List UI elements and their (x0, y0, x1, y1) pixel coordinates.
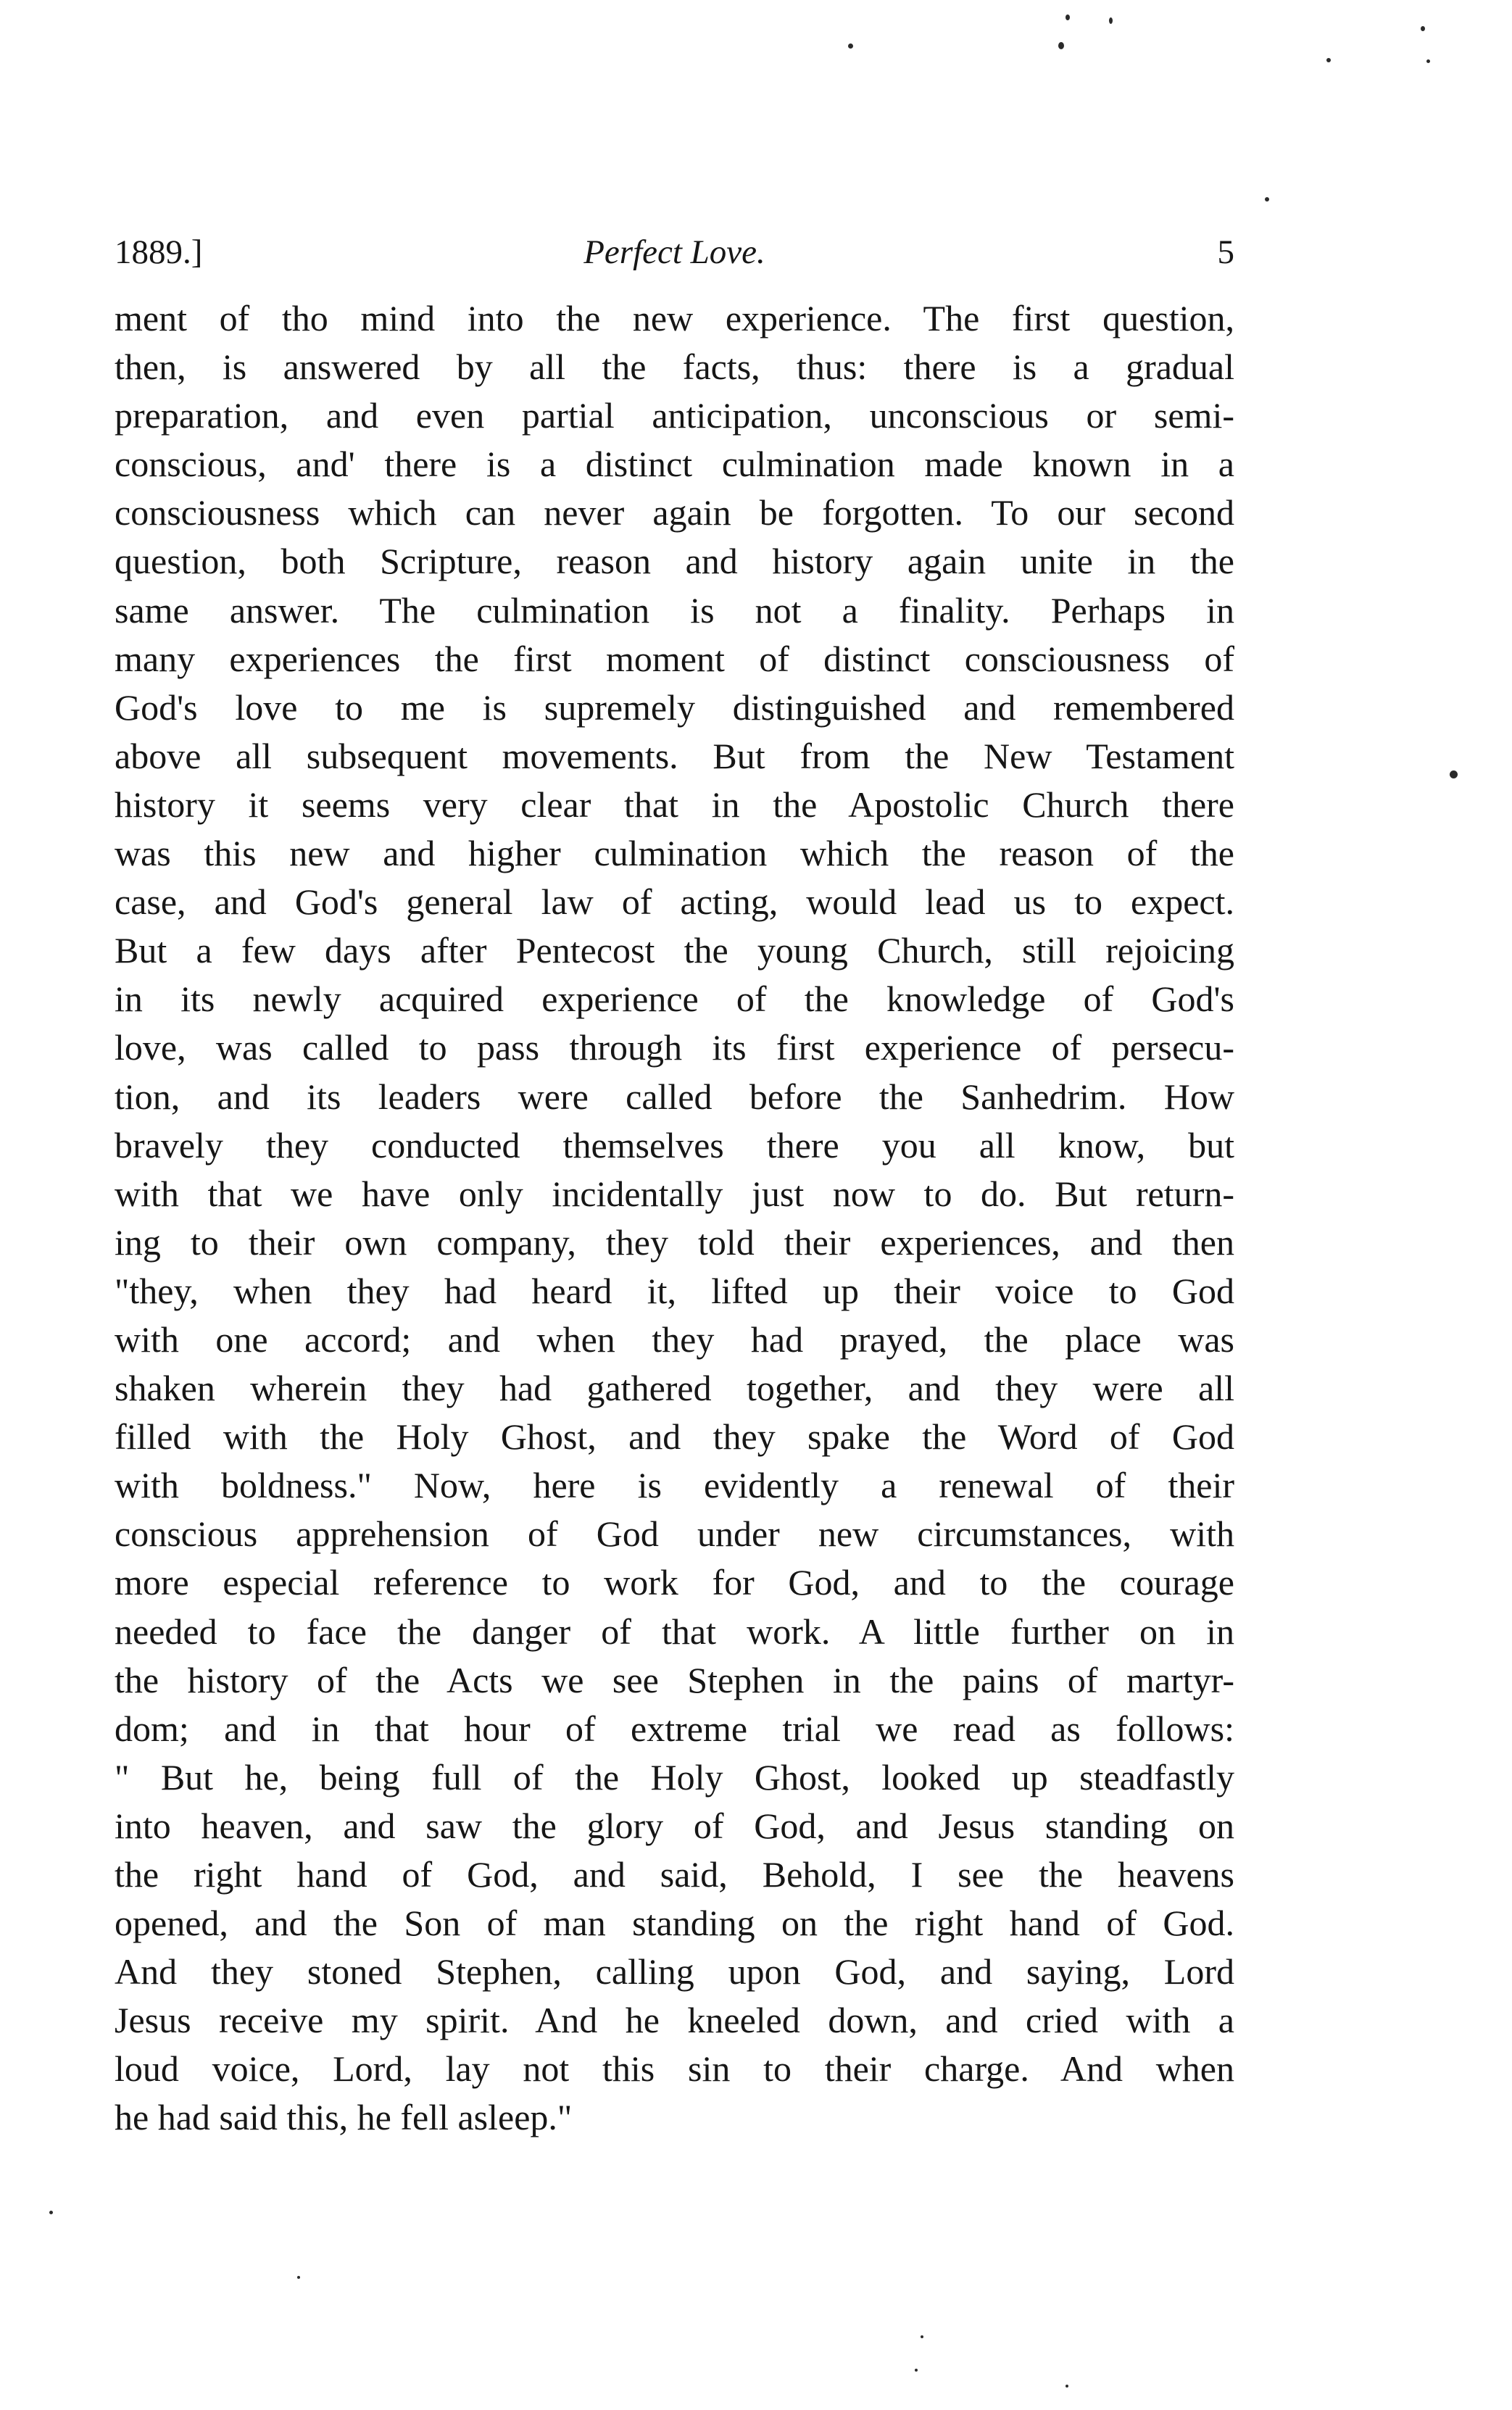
text-line: more especial reference to work for God, and to the courage (115, 1562, 1234, 1603)
scan-speck (921, 2335, 923, 2338)
scan-speck (1265, 197, 1269, 201)
text-line: with boldness." Now, here is evidently a renewal of their (115, 1465, 1234, 1506)
scan-speck (1426, 59, 1430, 63)
text-line: shaken wherein they had gathered together, and they were all (115, 1368, 1234, 1409)
text-line: into heaven, and saw the glory of God, and Jesus standing on (115, 1805, 1234, 1846)
body-text (115, 294, 1234, 2143)
text-line: "they, when they had heard it, lifted up their voice to God (115, 1270, 1234, 1311)
text-line: with one accord; and when they had prayed, the place was (115, 1318, 1234, 1360)
running-head-title: Perfect Love. (583, 233, 765, 271)
text-line: the right hand of God, and said, Behold, I see the heavens (115, 1854, 1234, 1895)
scan-speck (297, 2276, 300, 2279)
text-line: opened, and the Son of man standing on the right hand of God. (115, 1903, 1234, 1944)
text-line: dom; and in that hour of extreme trial we read as follows: (115, 1708, 1234, 1749)
text-line: consciousness which can never again be forgotten. To our second (115, 492, 1234, 533)
text-line: with that we have only incidentally just now to do. But return- (115, 1173, 1234, 1214)
text-line: preparation, and even partial anticipation, unconscious or semi- (115, 395, 1234, 436)
scan-speck (848, 43, 853, 49)
text-line: God's love to me is supremely distinguished and remembered (115, 686, 1234, 728)
running-head (115, 230, 1234, 274)
text-line: conscious apprehension of God under new circumstances, with (115, 1513, 1234, 1555)
scan-speck (1109, 17, 1113, 24)
scan-speck (1058, 42, 1064, 49)
text-line: Jesus receive my spirit. And he kneeled down, and cried with a (115, 2000, 1234, 2041)
text-line: ing to their own company, they told their experiences, and then (115, 1221, 1234, 1263)
text-line: many experiences the first moment of distinct consciousness of (115, 638, 1234, 679)
running-head-year: 1889.] (115, 233, 203, 271)
scan-speck (915, 2369, 918, 2372)
text-line: loud voice, Lord, lay not this sin to their charge. And when (115, 2048, 1234, 2090)
text-line: filled with the Holy Ghost, and they spake the Word of God (115, 1416, 1234, 1458)
text-line: in its newly acquired experience of the knowledge of God's (115, 978, 1234, 1020)
scan-speck (1326, 58, 1331, 62)
text-line: above all subsequent movements. But from the New Testament (115, 735, 1234, 776)
text-line: " But he, being full of the Holy Ghost, looked up steadfastly (115, 1756, 1234, 1798)
scan-speck (1066, 14, 1070, 20)
page-number: 5 (1217, 233, 1234, 271)
scan-speck (1450, 770, 1458, 778)
text-line: tion, and its leaders were called before the Sanhedrim. How (115, 1076, 1234, 1117)
scan-speck (49, 2211, 53, 2214)
scan-speck (1066, 2385, 1068, 2388)
text-line: was this new and higher culmination which the reason of the (115, 833, 1234, 874)
text-line: then, is answered by all the facts, thus: there is a gradual (115, 346, 1234, 388)
scan-speck (1421, 26, 1425, 31)
text-line: ment of tho mind into the new experience. The first question, (115, 298, 1234, 338)
text-line: love, was called to pass through its first experience of persecu- (115, 1027, 1234, 1068)
text-line: And they stoned Stephen, calling upon God, and saying, Lord (115, 1951, 1234, 1993)
text-line: question, both Scripture, reason and history again unite in the (115, 541, 1234, 582)
text-line: same answer. The culmination is not a finality. Perhaps in (115, 589, 1234, 631)
text-line: conscious, and' there is a distinct culmination made known in a (115, 444, 1234, 485)
text-line: But a few days after Pentecost the young Church, still rejoicing (115, 930, 1234, 971)
text-line: the history of the Acts we see Stephen in the pains of martyr- (115, 1659, 1234, 1700)
text-line: history it seems very clear that in the Apostolic Church there (115, 784, 1234, 825)
text-line: bravely they conducted themselves there you all know, but (115, 1124, 1234, 1165)
text-line: he had said this, he fell asleep." (115, 2097, 573, 2138)
text-line: case, and God's general law of acting, would lead us to expect. (115, 881, 1234, 923)
text-line: needed to face the danger of that work. A little further on in (115, 1611, 1234, 1652)
